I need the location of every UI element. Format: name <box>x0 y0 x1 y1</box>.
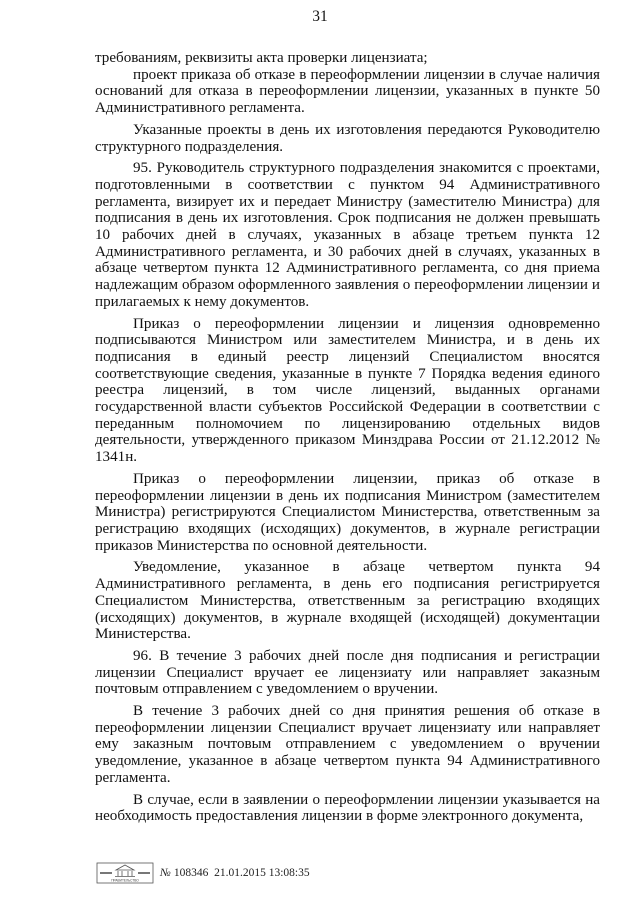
page-number: 31 <box>312 8 328 25</box>
paragraph: проект приказа об отказе в переоформлении лицензии в случае наличия оснований для отказа в переоформлении лицензии, указанных в пункте 50 Административного регламента. <box>95 66 600 117</box>
paragraph: В случае, если в заявлении о переоформлении лицензии указывается на необходимость предоставления лицензии в форме электронного документа, <box>95 791 600 825</box>
paragraph-continuation: требованиям, реквизиты акта проверки лицензиата; <box>95 50 428 66</box>
seal-text: ПРАВИТЕЛЬСТВО <box>111 878 139 883</box>
paragraph: Приказ о переоформлении лицензии и лицензия одновременно подписываются Министром или заместителем Министра, и в день их подписания в единый реестр лицензий Специалистом вносятся соответствующие сведения, указанные в пункте 7 Порядка ведения единого реестра лицензий, в том числе лицензий, выданных органами государственной власти субъектов Российской Федерации в соответствии с переданным полномочием по лицензированию отдельных видов деятельности, утвержденного приказом Минздрава России от 21.12.2012 № 1341н. <box>95 315 600 466</box>
registration-stamp <box>160 867 310 879</box>
paragraph-item-96: 96. В течение 3 рабочих дней после дня подписания и регистрации лицензии Специалист вручает ее лицензиату или направляет заказным почтовым отправлением с уведомлением о вручении. <box>95 647 600 698</box>
paragraph: Приказ о переоформлении лицензии, приказ об отказе в переоформлении лицензии в день их подписания Министром (заместителем Министра) регистрируются Специалистом Министерства, ответственным за регистрацию входящих (исходящих) документов, в журнале регистрации приказов Министерства по основной деятельности. <box>95 470 600 554</box>
registration-timestamp: 21.01.2015 13:08:35 <box>214 867 310 879</box>
paragraph: Уведомление, указанное в абзаце четвертом пункта 94 Административного регламента, в день его подписания регистрируется Специалистом Министерства, ответственным за регистрацию входящих (исходящих) документов, в журнале входящей (исходящей) документации Министерства. <box>95 559 600 643</box>
number-sign: № <box>160 867 171 879</box>
document-number: 108346 <box>173 867 209 879</box>
document-body <box>95 50 600 825</box>
registration-footer <box>96 862 356 884</box>
paragraph: В течение 3 рабочих дней со дня принятия решения об отказе в переоформлении лицензии Специалист вручает лицензиату или направляет ему заказным почтовым отправлением с уведомлением о вручении уведомление, указанное в абзаце четвертом пункта 94 Административного регламента. <box>95 703 600 786</box>
government-seal-icon <box>96 862 154 884</box>
paragraph-item-95: 95. Руководитель структурного подразделения знакомится с проектами, подготовленными в соответствии с пунктом 94 Административного регламента, визирует их и передает Министру (заместителю Министра) для подписания в день их изготовления. Срок подписания не должен превышать 10 рабочих дней в случаях, указанных в абзаце третьем пункта 12 Административного регламента, и 30 рабочих дней в случаях, указанных в абзаце четвертом пункта 12 Административного регламента, со дня приема надлежащим образом оформленного заявления о переоформлении лицензии и прилагаемых к нему документов. <box>95 160 600 310</box>
paragraph: Указанные проекты в день их изготовления передаются Руководителю структурного подразделения. <box>95 121 600 155</box>
